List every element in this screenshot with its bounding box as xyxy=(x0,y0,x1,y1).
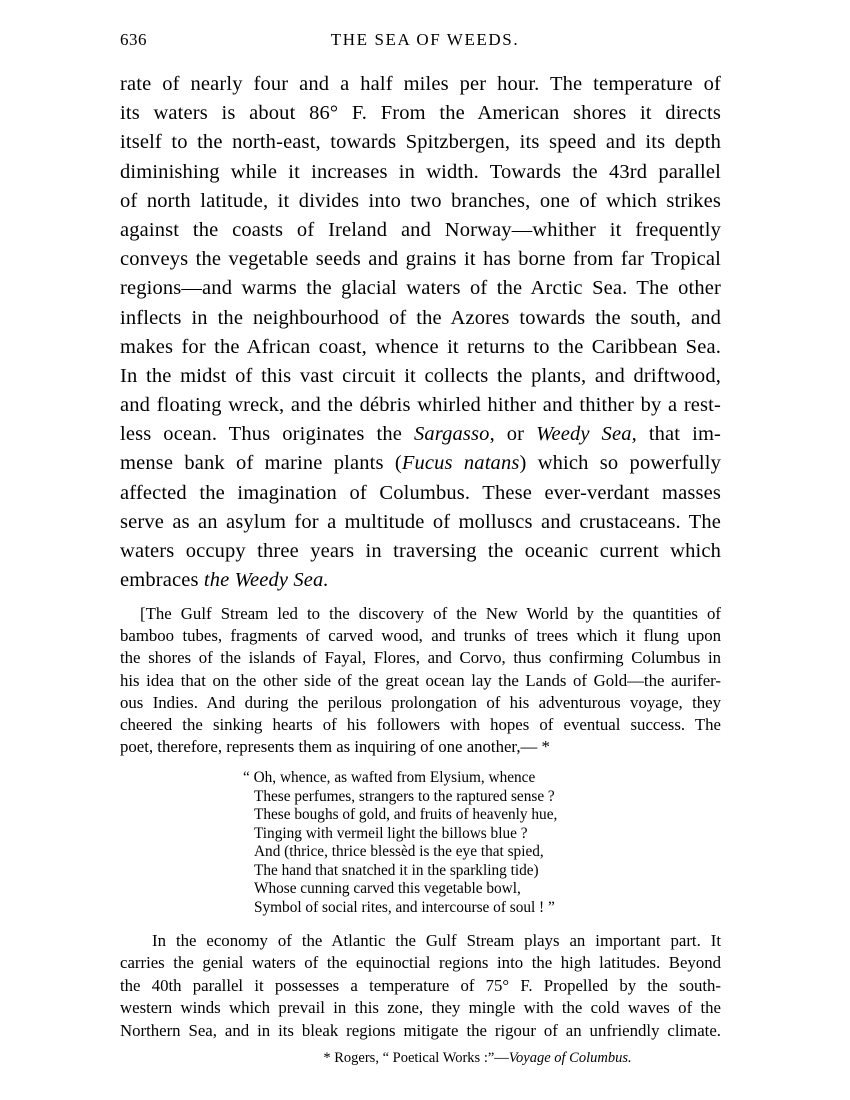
second-paragraph xyxy=(120,930,721,1042)
text-line: of north latitude, it divides into two branches, one of which strikes xyxy=(120,189,721,212)
verse-line: These perfumes, strangers to the raptured sense ? xyxy=(254,787,555,805)
fucus-natans-term: Fucus natans xyxy=(401,452,520,475)
text-segment: less ocean. Thus originates the xyxy=(120,423,414,446)
text-line: serve as an asylum for a multitude of molluscs and crustaceans. The xyxy=(120,510,721,533)
text-line: rate of nearly four and a half miles per hour. The temperature of xyxy=(120,73,721,95)
note-line: poet, therefore, represents them as inquiring of one another,— * xyxy=(120,737,550,757)
text-line: waters occupy three years in traversing the oceanic current which xyxy=(120,540,721,562)
text-line: its waters is about 86° F. From the American shores it directs xyxy=(120,102,721,125)
page-header xyxy=(0,22,850,52)
text-line: In the midst of this vast circuit it collects the plants, and driftwood, xyxy=(120,364,721,387)
text-line xyxy=(120,566,721,595)
weedy-sea-term: Weedy Sea, xyxy=(536,423,637,446)
text-line xyxy=(120,420,721,449)
text-line: conveys the vegetable seeds and grains it has borne from far Tropical xyxy=(120,248,721,271)
main-paragraph xyxy=(120,70,721,595)
text-segment: ) which so powerfully xyxy=(519,452,721,475)
sargasso-term: Sargasso xyxy=(413,423,490,446)
verse-line: Tinging with vermeil light the billows blue ? xyxy=(254,824,528,842)
running-title: THE SEA OF WEEDS. xyxy=(330,30,520,49)
verse-line: The hand that snatched it in the sparkling tide) xyxy=(254,861,539,879)
verse-line: “ Oh, whence, as wafted from Elysium, whence xyxy=(243,769,536,786)
text-line: inflects in the neighbourhood of the Azores towards the south, and xyxy=(120,306,721,329)
text-line: affected the imagination of Columbus. These ever-verdant masses xyxy=(120,481,721,504)
text-line: and floating wreck, and the débris whirled hither and thither by a rest- xyxy=(120,394,721,417)
text-segment: , or xyxy=(489,423,537,446)
paragraph-line: Northern Sea, and in its bleak regions mitigate the rigour of an unfriendly climate. xyxy=(120,1020,721,1040)
paragraph-line: carries the genial waters of the equinoctial regions into the high latitudes. Beyond xyxy=(120,953,721,973)
text-segment: embraces xyxy=(120,569,204,592)
text-line xyxy=(120,449,721,478)
text-line: regions—and warms the glacial waters of the Arctic Sea. The other xyxy=(120,277,721,300)
poem-quote xyxy=(243,769,643,917)
text-segment: mense bank of marine plants ( xyxy=(120,452,402,475)
note-line: the shores of the islands of Fayal, Flores, and Corvo, thus confirming Columbus in xyxy=(120,648,721,668)
footnote-work-title: Voyage of Columbus. xyxy=(508,1050,632,1066)
verse-line: Whose cunning carved this vegetable bowl, xyxy=(254,880,521,897)
footnote-citation: * Rogers, “ Poetical Works :”— xyxy=(323,1050,509,1066)
page-number: 636 xyxy=(120,30,147,49)
text-line: itself to the north-east, towards Spitzbergen, its speed and its depth xyxy=(120,131,721,154)
verse-line: And (thrice, thrice blessèd is the eye that spied, xyxy=(254,843,544,860)
paragraph-line: western winds which prevail in this zone, they mingle with the cold waves of the xyxy=(120,998,721,1018)
verse-line: Symbol of social rites, and intercourse of soul ! ” xyxy=(254,898,555,916)
paragraph-line: the 40th parallel it possesses a temperature of 75° F. Propelled by the south- xyxy=(120,975,721,995)
note-line: his idea that on the other side of the great ocean lay the Lands of Gold—the aurifer- xyxy=(120,670,721,690)
note-line: bamboo tubes, fragments of carved wood, and trunks of trees which it flung upon xyxy=(120,626,721,646)
verse-line: These boughs of gold, and fruits of heavenly hue, xyxy=(254,806,558,823)
text-line: makes for the African coast, whence it returns to the Caribbean Sea. xyxy=(120,335,721,358)
text-line: diminishing while it increases in width. Towards the 43rd parallel xyxy=(120,160,721,183)
text-segment: that im- xyxy=(636,423,721,446)
paragraph-line: In the economy of the Atlantic the Gulf Stream plays an important part. It xyxy=(152,931,721,950)
note-line: ous Indies. And during the perilous prolongation of his adventurous voyage, they xyxy=(120,692,721,712)
note-line: [The Gulf Stream led to the discovery of the New World by the quantities of xyxy=(140,604,721,623)
weedy-sea-term: the Weedy Sea. xyxy=(203,569,329,592)
note-line: cheered the sinking hearts of his followers with hopes of eventual success. The xyxy=(120,714,721,734)
footnote xyxy=(0,1050,850,1067)
text-line: against the coasts of Ireland and Norway—whither it frequently xyxy=(120,218,721,241)
bracketed-note xyxy=(120,603,721,758)
